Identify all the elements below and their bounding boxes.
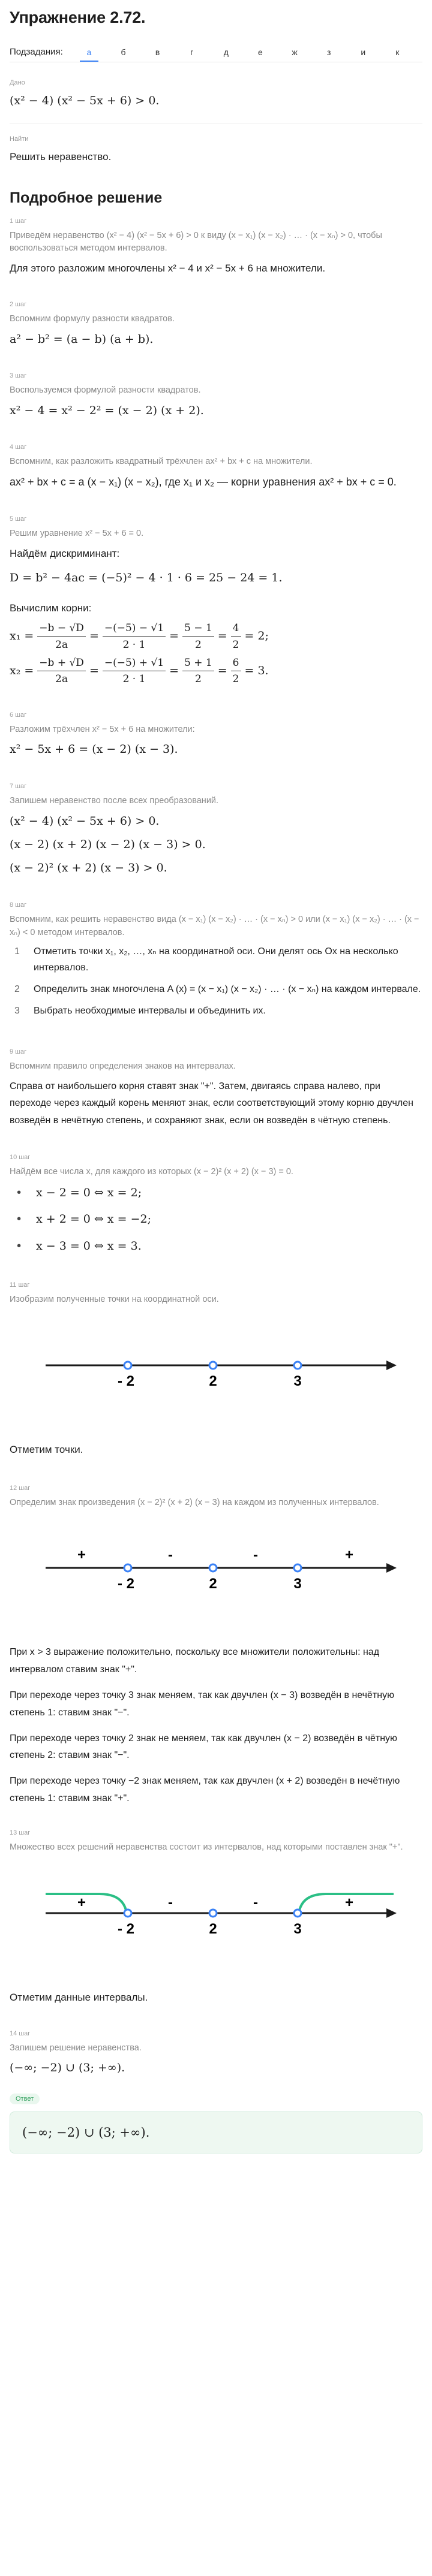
step-label: 6 шаг <box>10 711 27 719</box>
point-label: 2 <box>209 1576 217 1592</box>
bullet: • <box>16 1239 23 1253</box>
step-label: 11 шаг <box>10 1281 30 1289</box>
list-number: 2 <box>14 984 20 995</box>
step-11 <box>10 1281 422 1458</box>
tab-b[interactable]: б <box>121 47 126 57</box>
page-title: Упражнение 2.72. <box>10 8 146 26</box>
sign-label: - <box>253 1894 258 1911</box>
frac-den: 2a <box>55 673 68 686</box>
step-description: Вспомним, как разложить квадратный трёхчлен ax² + bx + c на множители. <box>10 457 313 467</box>
roots-title: Вычислим корни: <box>10 602 92 614</box>
step-description: Воспользуемся формулой разности квадратов. <box>10 385 201 396</box>
step-8 <box>10 901 422 1019</box>
equals-sign: = <box>217 629 227 643</box>
sign-explanation-4: При переходе через точку −2 знак меняем, так как двучлен (x + 2) возведён в нечётную степень 1: ставим знак "+". <box>10 1776 400 1804</box>
tab-d[interactable]: д <box>223 47 229 57</box>
list-item-text: x + 2 = 0 ⇔ x = −2; <box>36 1212 152 1226</box>
list-number: 1 <box>14 946 20 957</box>
frac-num: 6 <box>231 655 241 671</box>
root-result: = 2; <box>244 629 269 643</box>
sign-label: + <box>77 1547 86 1564</box>
step-label: 3 шаг <box>10 372 27 380</box>
given-label: Дано <box>10 79 25 86</box>
point-label: 3 <box>293 1576 302 1592</box>
tab-zh[interactable]: ж <box>292 47 298 57</box>
step-label: 12 шаг <box>10 1484 31 1492</box>
step-description: Определим знак произведения (x − 2)² (x + 2) (x − 3) на каждом из полученных интервалов. <box>10 1497 379 1507</box>
fraction <box>103 620 166 653</box>
sign-label: + <box>77 1894 86 1911</box>
step-5 <box>10 515 422 687</box>
frac-num: −(−5) + √1 <box>103 655 166 671</box>
step-description: Запишем неравенство после всех преобразований. <box>10 795 219 806</box>
point-minus-2 <box>124 1362 131 1369</box>
root-x2-lhs: x₂ = <box>10 664 34 677</box>
tab-i[interactable]: и <box>361 47 366 57</box>
list-number: 3 <box>14 1006 20 1016</box>
sign-explanation-3: При переходе через точку 2 знак не меняем, так как двучлен (x − 2) возведён в чётную степень 2: ставим знак "−". <box>10 1733 398 1761</box>
frac-den: 2 · 1 <box>122 638 146 651</box>
tab-a[interactable]: а <box>80 47 98 62</box>
fraction <box>182 655 214 687</box>
step-label: 9 шаг <box>10 1048 27 1055</box>
formula: x² − 4 = x² − 2² = (x − 2) (x + 2). <box>10 404 204 418</box>
inequality-line-1: (x² − 4) (x² − 5x + 6) > 0. <box>10 814 160 828</box>
point-label: 3 <box>293 1373 302 1389</box>
find-text: Решить неравенство. <box>10 150 112 162</box>
step-description: Решим уравнение x² − 5x + 6 = 0. <box>10 528 144 538</box>
step-6 <box>10 711 422 759</box>
step-label: 4 шаг <box>10 444 27 451</box>
step-label: 1 шаг <box>10 217 27 225</box>
root-result: = 3. <box>244 664 269 677</box>
step-label: 5 шаг <box>10 515 27 523</box>
sign-explanation-1: При x > 3 выражение положительно, поскольку все множители положительны: над интервалом ставим знак "+". <box>10 1647 380 1675</box>
list-item-text: Определить знак многочлена A (x) = (x − x₁) (x − x₂) · … · (x − xₙ) на каждом интервале. <box>34 984 421 995</box>
point-label: 3 <box>293 1920 302 1937</box>
answer-expression: (−∞; −2) ∪ (3; +∞). <box>22 2125 150 2140</box>
equals-sign: = <box>89 664 99 677</box>
root-x2 <box>10 655 422 687</box>
step-12 <box>10 1485 422 1808</box>
equals-sign: = <box>169 629 179 643</box>
step-text: ax² + bx + c = a (x − x₁) (x − x₂), где x₁ и x₂ — корни уравнения ax² + bx + c = 0. <box>10 476 397 488</box>
interval-method-list <box>10 944 422 1019</box>
point-3 <box>294 1564 301 1571</box>
list-item <box>10 982 422 997</box>
axis-arrow-icon <box>386 1361 397 1370</box>
step-description: Множество всех решений неравенства состоит из интервалов, над которыми поставлен знак "+". <box>10 1842 403 1852</box>
point-label: - 2 <box>117 1576 135 1592</box>
step-4 <box>10 444 422 491</box>
find-label: Найти <box>10 135 29 143</box>
bullet: • <box>16 1186 23 1199</box>
frac-num: −b − √D <box>37 620 86 637</box>
step-1 <box>10 218 422 277</box>
sign-label: - <box>168 1894 173 1911</box>
step-label: 13 шаг <box>10 1829 31 1836</box>
step-3 <box>10 372 422 420</box>
step-13 <box>10 1829 422 2006</box>
sign-label: - <box>168 1547 173 1564</box>
frac-num: 4 <box>231 620 241 637</box>
frac-num: 5 + 1 <box>182 655 214 671</box>
step-description: Изобразим полученные точки на координатной оси. <box>10 1294 219 1304</box>
sign-label: + <box>344 1894 354 1911</box>
sign-label: - <box>253 1547 258 1564</box>
step-description: Запишем решение неравенства. <box>10 2043 142 2053</box>
point-label: - 2 <box>117 1373 135 1389</box>
list-item <box>10 1003 422 1019</box>
sign-explanation-2: При переходе через точку 3 знак меняем, так как двучлен (x − 3) возведён в нечётную степень 1: ставим знак "−". <box>10 1690 395 1718</box>
step-10 <box>10 1154 422 1255</box>
answer-section <box>10 2093 422 2153</box>
given-expression: (x² − 4) (x² − 5x + 6) > 0. <box>10 94 160 107</box>
tab-z[interactable]: з <box>326 47 331 57</box>
step-description: Вспомним правило определения знаков на интервалах. <box>10 1061 236 1071</box>
step-label: 2 шаг <box>10 301 27 309</box>
fraction <box>182 620 214 653</box>
equals-sign: = <box>89 629 99 643</box>
frac-den: 2 · 1 <box>122 673 146 686</box>
roots-list <box>10 1184 422 1255</box>
number-line-svg <box>10 1311 422 1425</box>
inequality-line-3: (x − 2)² (x + 2) (x − 3) > 0. <box>10 861 167 875</box>
step-note: Отметим данные интервалы. <box>10 1991 148 2003</box>
answer-label: Ответ <box>10 2094 40 2104</box>
solution-title: Подробное решение <box>10 189 163 206</box>
discriminant-title: Найдём дискриминант: <box>10 547 120 559</box>
point-label: 2 <box>209 1373 217 1389</box>
discriminant-formula: D = b² − 4ac = (−5)² − 4 · 1 · 6 = 25 − 24 = 1. <box>10 571 283 584</box>
point-label: 2 <box>209 1920 217 1937</box>
list-item-text: Выбрать необходимые интервалы и объединить их. <box>34 1006 266 1016</box>
list-item-text: x − 3 = 0 ⇔ x = 3. <box>36 1239 142 1253</box>
solution-expression: (−∞; −2) ∪ (3; +∞). <box>10 2061 125 2075</box>
frac-den: 2a <box>55 638 68 651</box>
step-description: Приведём неравенство (x² − 4) (x² − 5x + 6) > 0 к виду (x − x₁) (x − x₂) · … · (x − xₙ) > 0, чтобы воспользоваться методом интервалов. <box>10 230 382 254</box>
list-item-text: Отметить точки x₁, x₂, …, xₙ на координатной оси. Они делят ось Ox на несколько интервалов. <box>34 946 398 973</box>
number-line-2 <box>10 1514 422 1631</box>
list-item-text: x − 2 = 0 ⇔ x = 2; <box>36 1186 142 1199</box>
point-2 <box>209 1362 217 1369</box>
tab-k[interactable]: к <box>395 47 400 57</box>
bullet: • <box>16 1212 23 1226</box>
formula: a² − b² = (a − b) (a + b). <box>10 332 154 346</box>
tab-e[interactable]: е <box>258 47 263 57</box>
equals-sign: = <box>169 664 179 677</box>
frac-den: 2 <box>232 638 239 651</box>
frac-den: 2 <box>194 673 202 686</box>
point-3 <box>294 1362 301 1369</box>
step-label: 14 шаг <box>10 2029 31 2037</box>
tab-v[interactable]: в <box>155 47 160 57</box>
step-description: Разложим трёхчлен x² − 5x + 6 на множители: <box>10 724 195 734</box>
frac-den: 2 <box>194 638 202 651</box>
sign-label: + <box>344 1547 354 1564</box>
step-9 <box>10 1048 422 1130</box>
subtask-tabs <box>10 43 422 62</box>
step-7 <box>10 783 422 877</box>
answer-box <box>10 2112 422 2153</box>
step-label: 7 шаг <box>10 782 27 790</box>
fraction <box>231 655 241 687</box>
point-2 <box>209 1564 217 1571</box>
frac-num: −(−5) − √1 <box>103 620 166 637</box>
point-minus-2 <box>124 1910 131 1917</box>
axis-arrow-icon <box>386 1563 397 1573</box>
equals-sign: = <box>217 664 227 677</box>
point-label: - 2 <box>117 1920 135 1937</box>
step-description: Найдём все числа x, для каждого из которых (x − 2)² (x + 2) (x − 3) = 0. <box>10 1167 293 1177</box>
step-description: Вспомним формулу разности квадратов. <box>10 314 175 324</box>
list-item <box>10 944 422 976</box>
step-2 <box>10 301 422 348</box>
step-text: Для этого разложим многочлены x² − 4 и x² − 5x + 6 на множители. <box>10 263 326 275</box>
point-2 <box>209 1910 217 1917</box>
step-description: Вспомним, как решить неравенство вида (x − x₁) (x − x₂) · … · (x − xₙ) > 0 или (x − x₁) (x − x₂) · … · (x − xₙ) < 0 методом интервалов. <box>10 914 419 937</box>
step-label: 10 шаг <box>10 1154 31 1162</box>
frac-num: 5 − 1 <box>182 620 214 637</box>
fraction <box>37 655 86 687</box>
root-x1 <box>10 620 422 653</box>
root-x1-lhs: x₁ = <box>10 629 34 643</box>
frac-num: −b + √D <box>37 655 86 671</box>
list-item <box>10 1237 422 1255</box>
inequality-line-2: (x − 2) (x + 2) (x − 2) (x − 3) > 0. <box>10 837 206 851</box>
axis-arrow-icon <box>386 1908 397 1918</box>
fraction <box>231 620 241 653</box>
tab-g[interactable]: г <box>190 47 194 57</box>
point-minus-2 <box>124 1564 131 1571</box>
subtasks-label: Подзадания: <box>10 47 63 57</box>
list-item <box>10 1210 422 1228</box>
step-text: Справа от наибольшего корня ставят знак "+". Затем, двигаясь справа налево, при переходе через каждый корень меняют знак, если соответствующий этому корню двучлен возведён в нечётную степень, и сохраняют знак, если он возведён в чётную степень. <box>10 1081 413 1126</box>
frac-den: 2 <box>232 673 239 686</box>
step-label: 8 шаг <box>10 901 27 909</box>
fraction <box>103 655 166 687</box>
formula: x² − 5x + 6 = (x − 2) (x − 3). <box>10 743 178 756</box>
solution-interval-left <box>46 1894 127 1913</box>
fraction <box>37 620 86 653</box>
number-line-svg <box>10 1859 422 1973</box>
number-line-3 <box>10 1859 422 1976</box>
point-3 <box>294 1910 301 1917</box>
step-note: Отметим точки. <box>10 1443 83 1455</box>
list-item <box>10 1184 422 1202</box>
step-14 <box>10 2030 422 2077</box>
number-line-1 <box>10 1311 422 1428</box>
number-line-svg <box>10 1514 422 1628</box>
